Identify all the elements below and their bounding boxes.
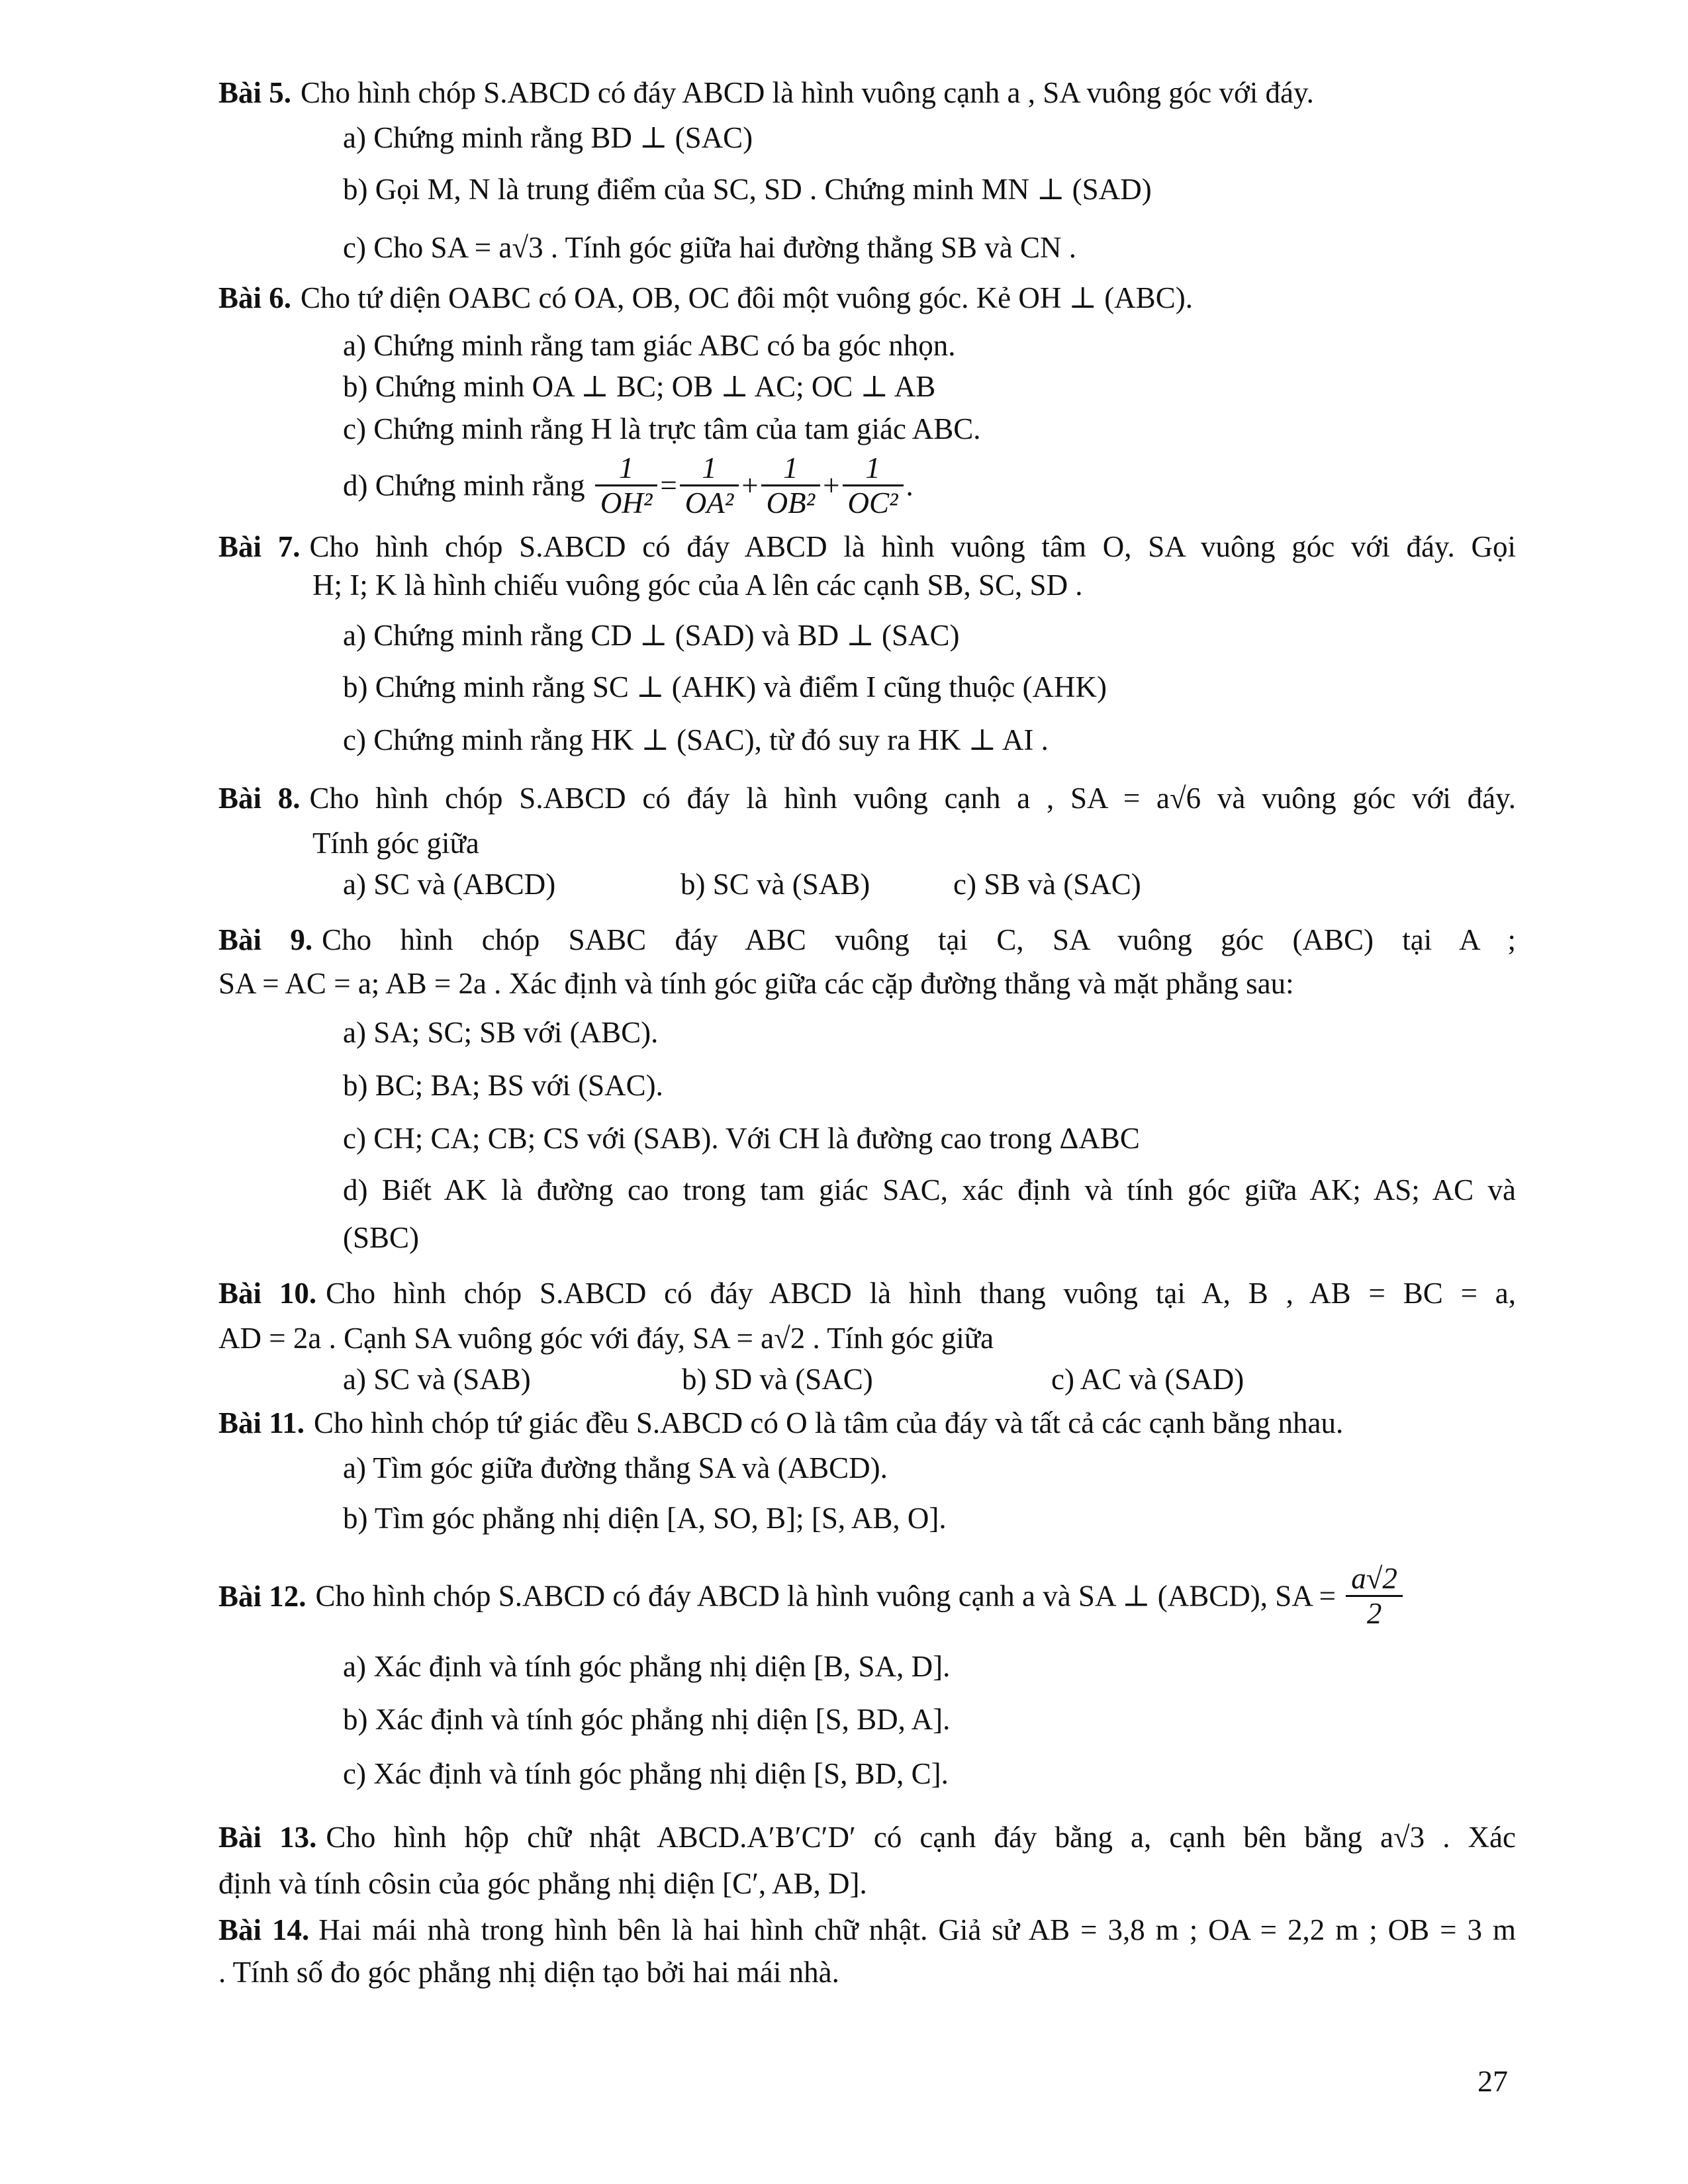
problem-12-label: Bài 12. <box>218 1579 306 1613</box>
problem-11-label: Bài 11. <box>218 1406 305 1439</box>
plus-sign: + <box>741 469 759 502</box>
problem-8-part-c: c) SB và (SAC) <box>953 868 1141 901</box>
problem-6-statement <box>218 279 1193 316</box>
fraction-den: OC² <box>843 484 904 520</box>
problem-5-part-c: c) Cho SA = a√3 . Tính góc giữa hai đường thẳng SB và CN . <box>343 231 1076 264</box>
problem-10-part-a: a) SC và (SAB) <box>343 1363 531 1396</box>
problem-9-part-b: b) BC; BA; BS với (SAC). <box>343 1069 663 1102</box>
problem-5-part-a: a) Chứng minh rằng BD ⊥ (SAC) <box>343 121 753 154</box>
problem-6-line-1: Cho tứ diện OABC có OA, OB, OC đôi một vuông góc. Kẻ OH ⊥ (ABC). <box>301 281 1193 314</box>
problem-12-part-b: b) Xác định và tính góc phẳng nhị diện [S, BD, A]. <box>343 1703 951 1736</box>
problem-9-label: Bài 9. <box>218 923 313 956</box>
problem-14-line-2: . Tính số đo góc phẳng nhị diện tạo bởi hai mái nhà. <box>218 1956 839 1989</box>
problem-5-statement <box>218 74 1314 111</box>
problem-11-line-1: Cho hình chóp tứ giác đều S.ABCD có O là tâm của đáy và tất cả các cạnh bằng nhau. <box>314 1406 1344 1439</box>
period: . <box>906 469 914 502</box>
problem-10-label: Bài 10. <box>218 1277 317 1310</box>
problem-12-part-c: c) Xác định và tính góc phẳng nhị diện [S, BD, C]. <box>343 1757 949 1790</box>
problem-9-part-a: a) SA; SC; SB với (ABC). <box>343 1016 659 1049</box>
problem-6-part-b: b) Chứng minh OA ⊥ BC; OB ⊥ AC; OC ⊥ AB <box>343 370 936 403</box>
problem-11-statement <box>218 1404 1343 1441</box>
problem-8-label: Bài 8. <box>218 782 301 815</box>
problem-9-line-2: SA = AC = a; AB = 2a . Xác định và tính góc giữa các cặp đường thẳng và mặt phẳng sau: <box>218 967 1294 1000</box>
problem-12-statement <box>218 1562 1405 1630</box>
problem-8-statement <box>218 780 1516 817</box>
problem-6-label: Bài 6. <box>218 281 292 314</box>
fraction-den: OH² <box>595 484 658 520</box>
problem-14-statement <box>218 1911 1516 1948</box>
problem-14-line-1: Hai mái nhà trong hình bên là hai hình chữ nhật. Giả sử AB = 3,8 m ; OA = 2,2 m ; OB = 3 m <box>318 1913 1516 1946</box>
problem-7-line-2: H; I; K là hình chiếu vuông góc của A lên các cạnh SB, SC, SD . <box>312 569 1083 602</box>
problem-8-line-2: Tính góc giữa <box>312 827 479 860</box>
problem-10-line-1: Cho hình chóp S.ABCD có đáy ABCD là hình thang vuông tại A, B , AB = BC = a, <box>326 1277 1516 1310</box>
problem-13-label: Bài 13. <box>218 1821 317 1854</box>
fraction-num: 1 <box>618 451 634 484</box>
problem-6-part-a: a) Chứng minh rằng tam giác ABC có ba góc nhọn. <box>343 329 956 362</box>
fraction-1-over-oc2 <box>843 451 904 520</box>
fraction-num: 1 <box>865 451 880 484</box>
fraction-den: OA² <box>680 484 739 520</box>
problem-9-statement <box>218 921 1516 958</box>
problem-5-line-1: Cho hình chóp S.ABCD có đáy ABCD là hình vuông cạnh a , SA vuông góc với đáy. <box>301 76 1314 109</box>
problem-6-part-c: c) Chứng minh rằng H là trực tâm của tam giác ABC. <box>343 412 981 445</box>
equals-sign: = <box>660 469 677 502</box>
fraction-den: OB² <box>761 484 820 520</box>
problem-7-line-1: Cho hình chóp S.ABCD có đáy ABCD là hình vuông tâm O, SA vuông góc với đáy. Gọi <box>309 530 1516 563</box>
problem-11-part-a: a) Tìm góc giữa đường thẳng SA và (ABCD). <box>343 1451 888 1484</box>
problem-13-line-1: Cho hình hộp chữ nhật ABCD.A′B′C′D′ có cạnh đáy bằng a, cạnh bên bằng a√3 . Xác <box>326 1821 1516 1854</box>
problem-12-part-a: a) Xác định và tính góc phẳng nhị diện [B, SA, D]. <box>343 1650 951 1683</box>
problem-10-line-2: AD = 2a . Cạnh SA vuông góc với đáy, SA = a√2 . Tính góc giữa <box>218 1322 994 1355</box>
page-number: 27 <box>1477 2064 1508 2098</box>
problem-7-part-c: c) Chứng minh rằng HK ⊥ (SAC), từ đó suy ra HK ⊥ AI . <box>343 723 1049 756</box>
problem-13-line-2: định và tính côsin của góc phẳng nhị diện [C′, AB, D]. <box>218 1867 867 1900</box>
fraction-1-over-oh2 <box>595 451 658 520</box>
fraction-1-over-oa2 <box>680 451 739 520</box>
problem-9-part-d-cont: (SBC) <box>343 1221 420 1254</box>
problem-9-line-1: Cho hình chóp SABC đáy ABC vuông tại C, SA vuông góc (ABC) tại A ; <box>322 923 1516 956</box>
plus-sign: + <box>823 469 840 502</box>
problem-7-part-a: a) Chứng minh rằng CD ⊥ (SAD) và BD ⊥ (SAC) <box>343 619 960 652</box>
problem-7-statement <box>218 528 1516 565</box>
problem-8-line-1: Cho hình chóp S.ABCD có đáy là hình vuông cạnh a , SA = a√6 và vuông góc với đáy. <box>309 782 1516 815</box>
problem-6-part-d-prefix: d) Chứng minh rằng <box>343 469 585 502</box>
problem-12-line-1: Cho hình chóp S.ABCD có đáy ABCD là hình vuông cạnh a và SA ⊥ (ABCD), SA = <box>315 1579 1336 1613</box>
problem-8-part-b: b) SC và (SAB) <box>680 868 870 901</box>
problem-8-part-a: a) SC và (ABCD) <box>343 868 556 901</box>
problem-13-statement <box>218 1819 1516 1856</box>
problem-9-part-d: d) Biết AK là đường cao trong tam giác SAC, xác định và tính góc giữa AK; AS; AC và <box>343 1173 1516 1206</box>
problem-9-part-c: c) CH; CA; CB; CS với (SAB). Với CH là đường cao trong ΔABC <box>343 1122 1140 1155</box>
problem-7-label: Bài 7. <box>218 530 301 563</box>
fraction-den: 2 <box>1346 1595 1403 1630</box>
problem-5-label: Bài 5. <box>218 76 292 109</box>
problem-10-part-c: c) AC và (SAD) <box>1051 1363 1244 1396</box>
problem-14-label: Bài 14. <box>218 1913 310 1946</box>
problem-11-part-b: b) Tìm góc phẳng nhị diện [A, SO, B]; [S, AB, O]. <box>343 1502 947 1535</box>
problem-10-statement <box>218 1275 1516 1312</box>
fraction-num: 1 <box>783 451 798 484</box>
fraction-1-over-ob2 <box>761 451 820 520</box>
problem-6-part-d <box>343 451 914 520</box>
fraction-num: 1 <box>702 451 717 484</box>
problem-10-part-b: b) SD và (SAC) <box>682 1363 873 1396</box>
fraction-a-sqrt2-over-2 <box>1346 1562 1403 1630</box>
problem-5-part-b: b) Gọi M, N là trung điểm của SC, SD . Chứng minh MN ⊥ (SAD) <box>343 173 1152 206</box>
fraction-num: a√2 <box>1351 1562 1397 1595</box>
problem-7-part-b: b) Chứng minh rằng SC ⊥ (AHK) và điểm I cũng thuộc (AHK) <box>343 670 1107 704</box>
